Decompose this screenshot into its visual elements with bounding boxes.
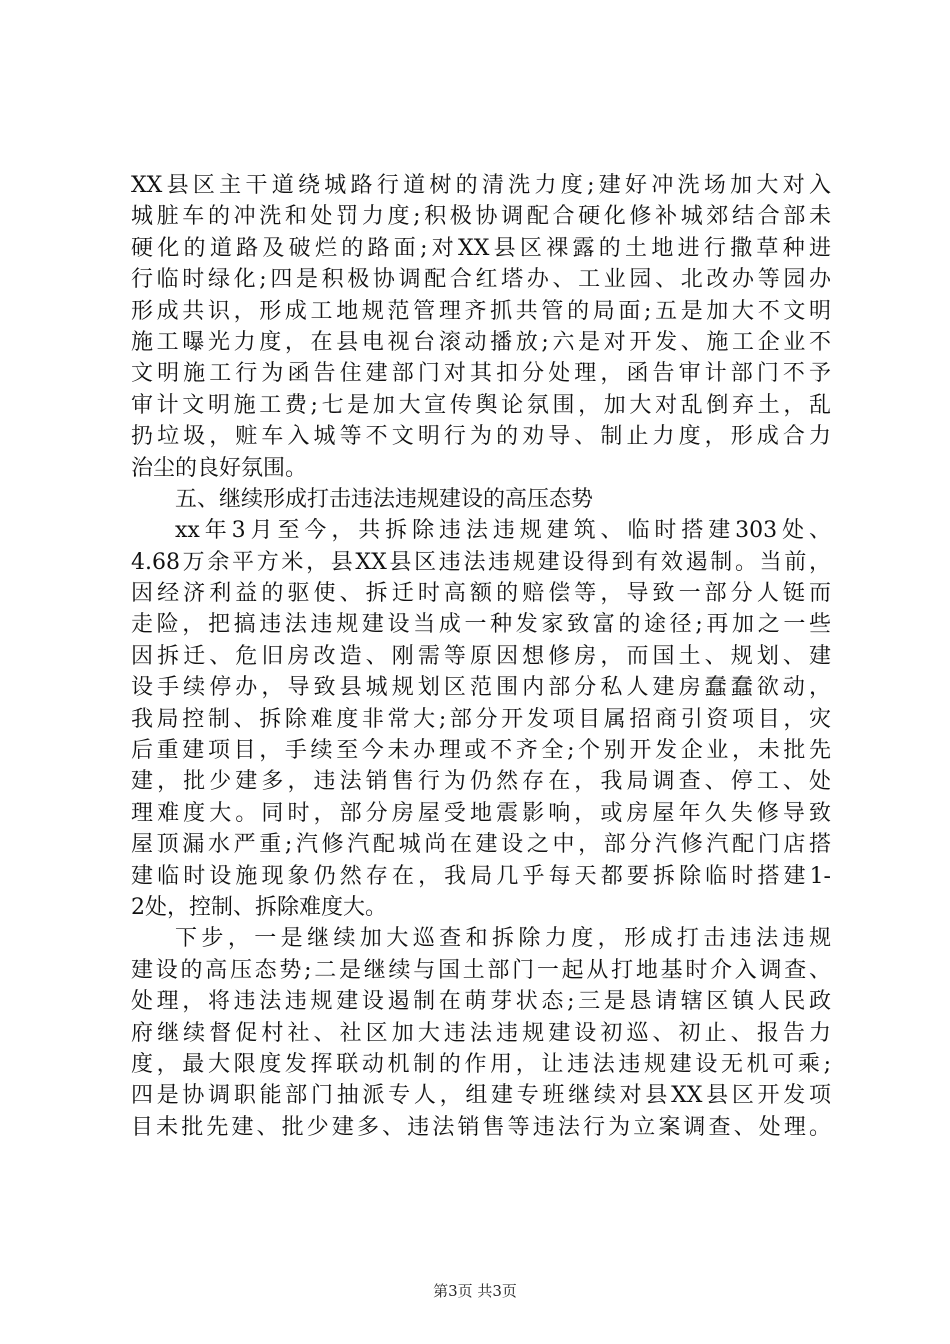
text-line: 建临时设施现象仍然存在，我局几乎每天都要拆除临时搭建1- [131, 863, 831, 889]
text-line: 建，批少建多，违法销售行为仍然存在，我局调查、停工、处 [131, 769, 831, 795]
text-line: 因经济利益的驱使、拆迁时高额的赔偿等，导致一部分人铤而 [131, 581, 831, 607]
text-line: 目未批先建、批少建多、违法销售等违法行为立案调查、处理。 [131, 1114, 831, 1140]
text-line: 府继续督促村社、社区加大违法违规建设初巡、初止、报告力 [131, 1020, 831, 1046]
text-line: 四是协调职能部门抽派专人，组建专班继续对县XX县区开发项 [131, 1083, 831, 1109]
document-body [131, 170, 831, 1143]
page-number-footer: 第3页 共3页 [433, 1282, 517, 1300]
text-line: 建设的高压态势;二是继续与国土部门一起从打地基时介入调查、 [131, 957, 831, 983]
text-line: 治尘的良好氛围。 [131, 455, 308, 481]
text-line: 扔垃圾，赃车入城等不文明行为的劝导、制止力度，形成合力 [131, 424, 831, 450]
text-line: 我局控制、拆除难度非常大;部分开发项目属招商引资项目，灾 [131, 706, 831, 732]
text-line: 城脏车的冲洗和处罚力度;积极协调配合硬化修补城郊结合部未 [131, 204, 831, 230]
text-line: 走险，把搞违法违规建设当成一种发家致富的途径;再加之一些 [131, 612, 831, 638]
text-line: 行临时绿化;四是积极协调配合红塔办、工业园、北改办等园办 [131, 267, 831, 293]
paragraph-first-line: xx年3月至今，共拆除违法违规建筑、临时搭建303处、 [175, 518, 831, 544]
text-line: 2处，控制、拆除难度大。 [131, 894, 387, 920]
text-line: 硬化的道路及破烂的路面;对XX县区裸露的土地进行撒草种进 [131, 235, 831, 261]
text-line: 形成共识，形成工地规范管理齐抓共管的局面;五是加大不文明 [131, 298, 831, 324]
text-line: 文明施工行为函告住建部门对其扣分处理，函告审计部门不予 [131, 361, 831, 387]
text-line: 施工曝光力度，在县电视台滚动播放;六是对开发、施工企业不 [131, 329, 831, 355]
text-line: 因拆迁、危旧房改造、刚需等原因想修房，而国土、规划、建 [131, 643, 831, 669]
text-line: 理难度大。同时，部分房屋受地震影响，或房屋年久失修导致 [131, 800, 831, 826]
text-line: 处理，将违法违规建设遏制在萌芽状态;三是恳请辖区镇人民政 [131, 989, 831, 1015]
paragraph-first-line: 下步，一是继续加大巡查和拆除力度，形成打击违法违规 [175, 926, 831, 952]
text-line: XX县区主干道绕城路行道树的清洗力度;建好冲洗场加大对入 [131, 173, 831, 198]
text-line: 设手续停办，导致县城规划区范围内部分私人建房蠢蠢欲动， [131, 675, 831, 701]
text-line: 4.68万余平方米，县XX县区违法违规建设得到有效遏制。当前， [131, 549, 831, 575]
text-line: 屋顶漏水严重;汽修汽配城尚在建设之中，部分汽修汽配门店搭 [131, 832, 831, 858]
text-line: 后重建项目，手续至今未办理或不齐全;个别开发企业，未批先 [131, 738, 831, 764]
text-line: 度，最大限度发挥联动机制的作用，让违法违规建设无机可乘; [131, 1051, 831, 1077]
text-line: 审计文明施工费;七是加大宣传舆论氛围，加大对乱倒弃土，乱 [131, 392, 831, 418]
section-heading: 五、继续形成打击违法违规建设的高压态势 [175, 486, 594, 512]
